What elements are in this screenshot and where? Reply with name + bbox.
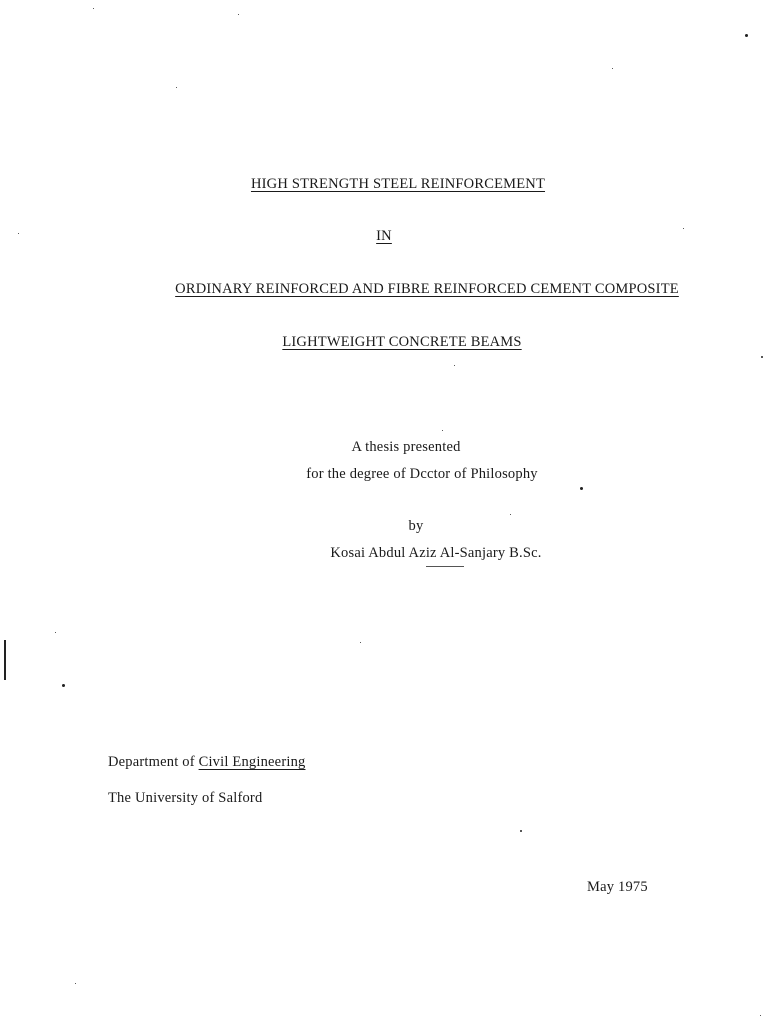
scan-speck <box>612 68 613 69</box>
title-line-1: HIGH STRENGTH STEEL REINFORCEMENT <box>250 176 546 192</box>
scan-speck <box>176 87 177 88</box>
scan-speck <box>442 430 443 431</box>
thesis-date: May 1975 <box>587 879 648 895</box>
department <box>108 754 305 771</box>
thesis-statement-line-2: for the degree of Dcctor of Philosophy <box>306 466 538 482</box>
department-prefix: Department of <box>108 754 195 770</box>
title-line-3: ORDINARY REINFORCED AND FIBRE REINFORCED CEMENT COMPOSITE <box>175 281 679 297</box>
scan-speck <box>520 830 522 832</box>
scan-speck <box>580 487 583 490</box>
scan-speck <box>238 14 239 15</box>
scan-smudge <box>426 566 464 567</box>
scan-speck <box>761 356 763 358</box>
scan-speck <box>75 983 76 984</box>
scan-edge-mark <box>4 640 6 680</box>
scan-speck <box>760 1015 761 1016</box>
scan-speck <box>93 8 94 9</box>
scan-speck <box>18 233 19 234</box>
scan-speck <box>683 228 684 229</box>
author-name: Kosai Abdul Aziz Al-Sanjary B.Sc. <box>330 545 542 561</box>
thesis-statement-by: by <box>408 518 424 534</box>
thesis-statement-line-1: A thesis presented <box>351 439 461 455</box>
department-name: Civil Engineering <box>198 754 306 770</box>
scan-speck <box>454 365 455 366</box>
scan-speck <box>360 642 361 643</box>
scan-speck <box>745 34 748 37</box>
university: The University of Salford <box>108 790 263 806</box>
scan-speck <box>55 632 56 633</box>
scan-speck <box>510 514 511 515</box>
title-line-4: LIGHTWEIGHT CONCRETE BEAMS <box>282 334 522 350</box>
scan-speck <box>62 684 65 687</box>
title-line-2: IN <box>376 228 392 244</box>
